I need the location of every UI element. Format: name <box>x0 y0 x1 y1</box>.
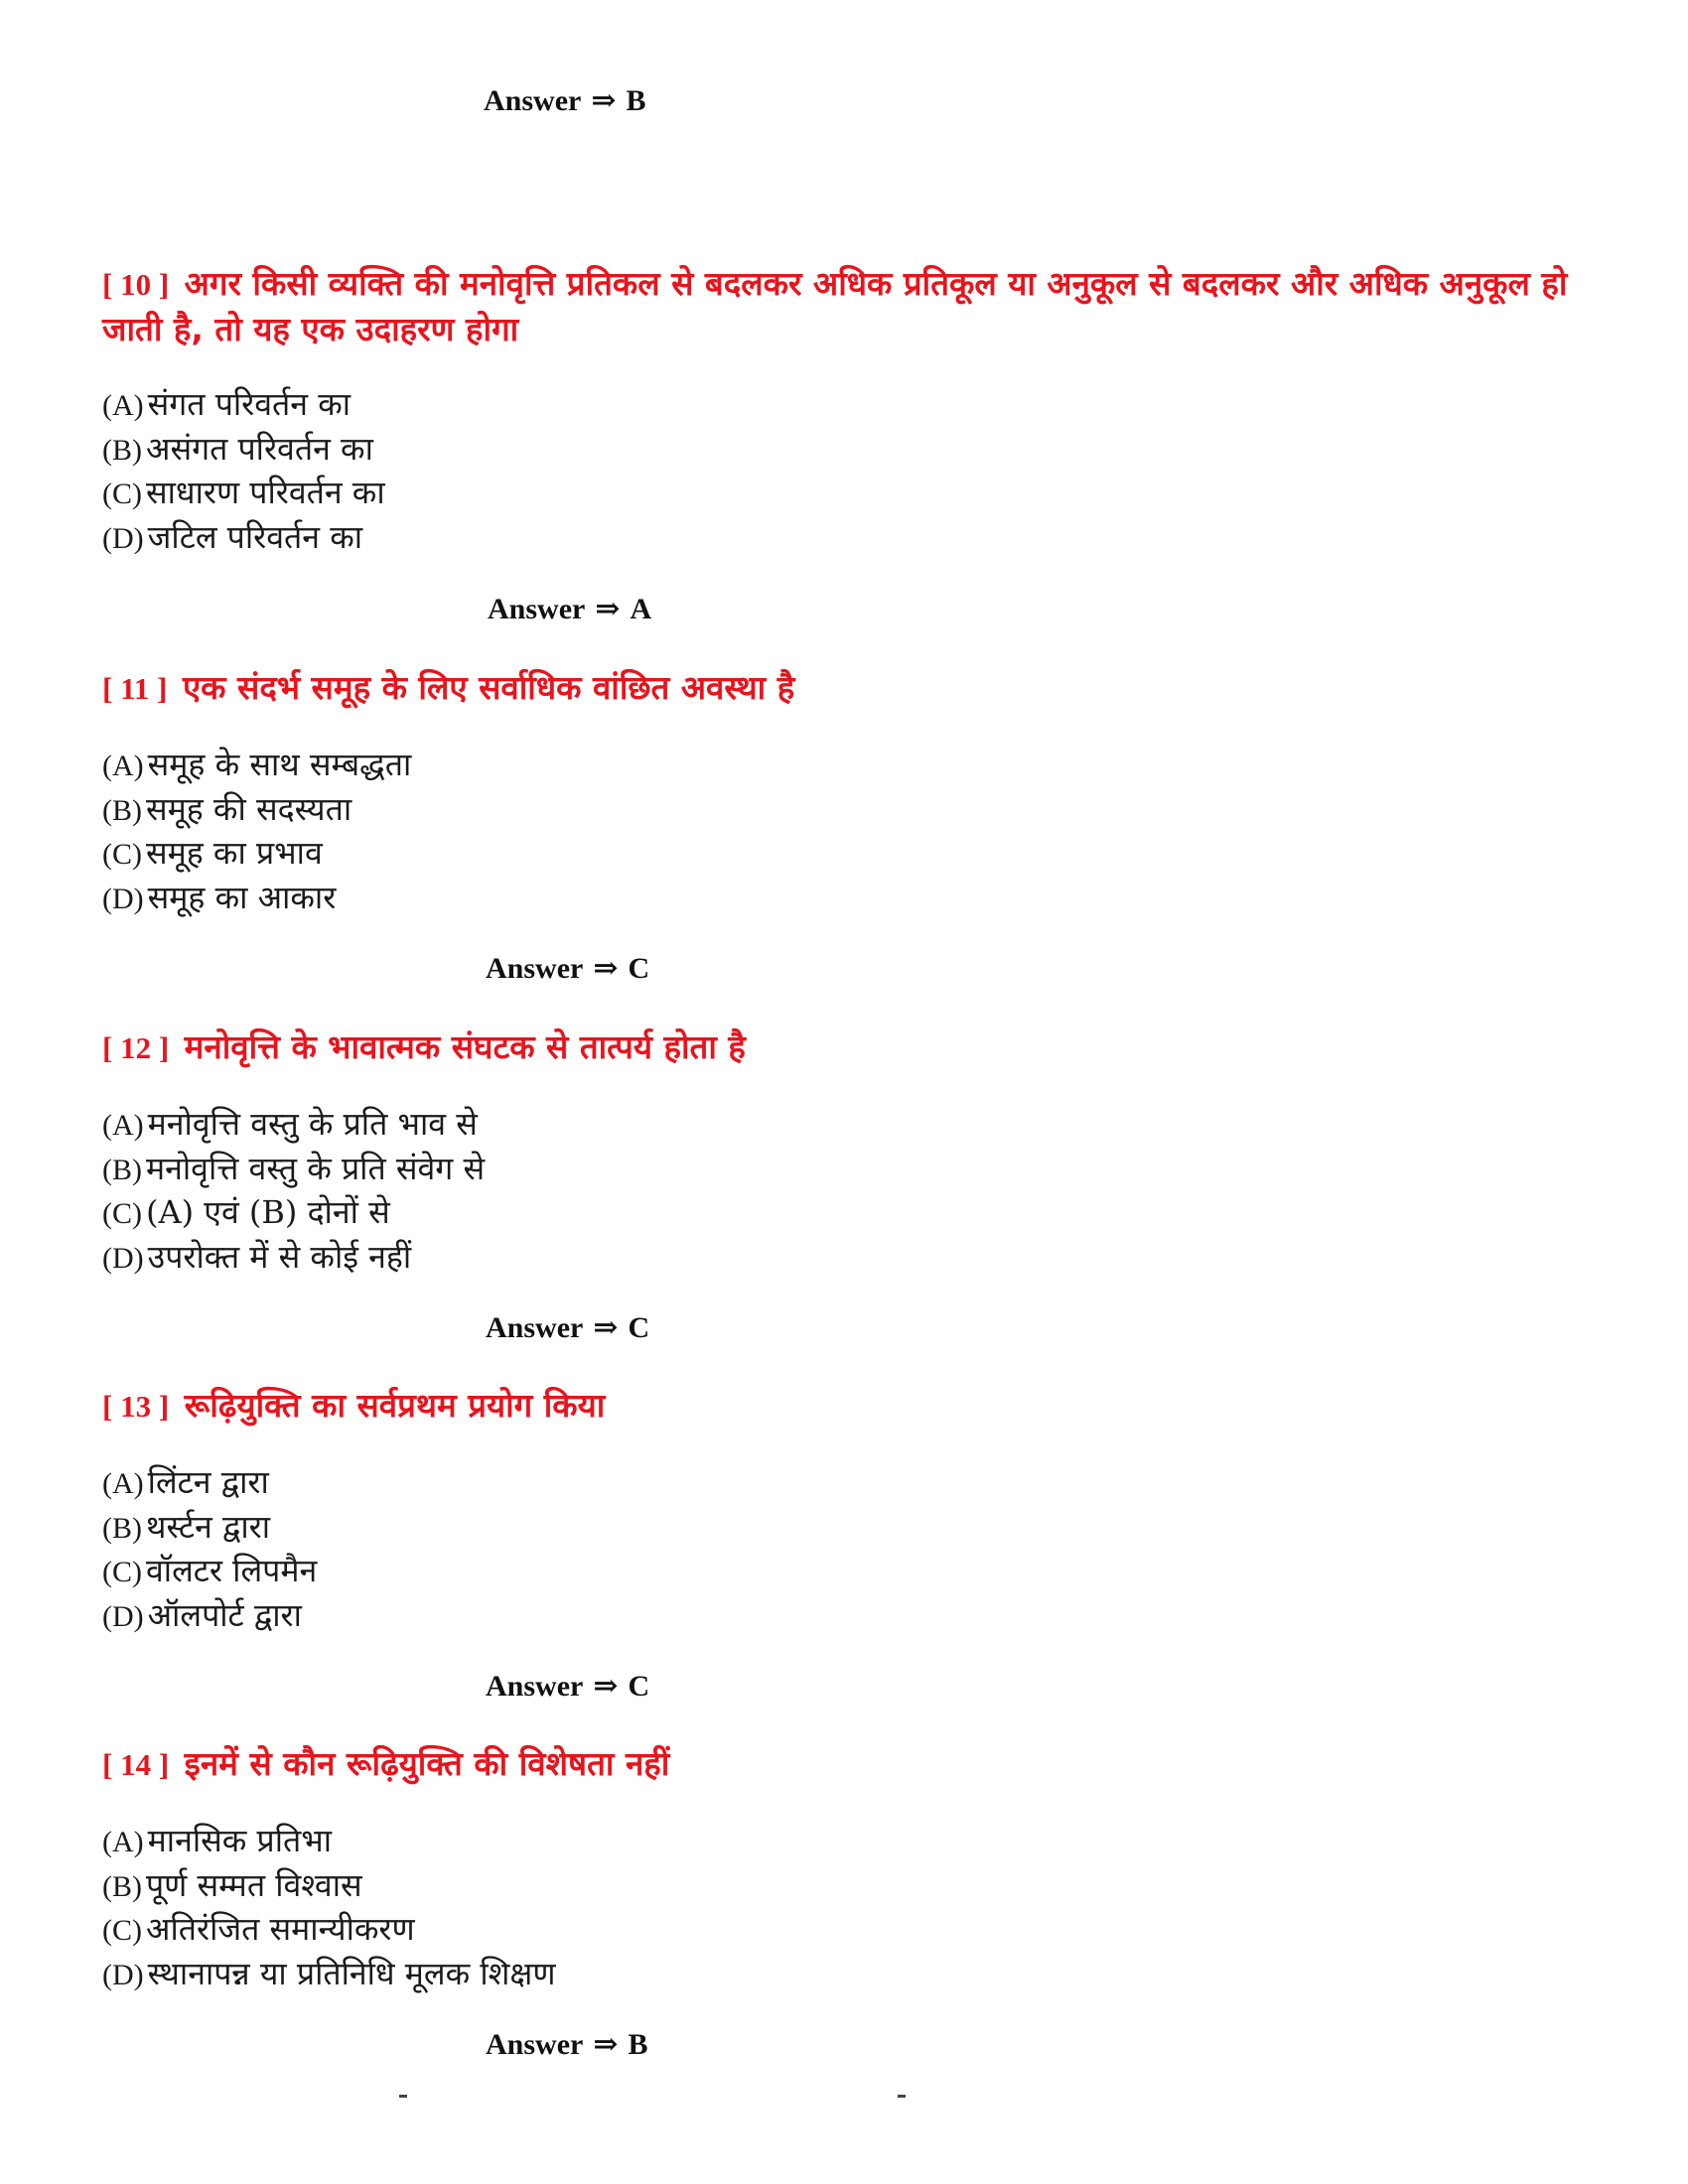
option-text: स्थानापन्न या प्रतिनिधि मूलक शिक्षण <box>147 1954 556 1992</box>
page-cut-mark-right <box>898 2095 906 2098</box>
option-text: संगत परिवर्तन का <box>147 385 352 423</box>
option-text: लिंटन द्वारा <box>147 1463 269 1501</box>
question-text: मनोवृत्ति के भावात्मक संघटक से तात्पर्य होता है <box>184 1027 746 1066</box>
option-text: अतिरंजित समान्यीकरण <box>146 1910 415 1948</box>
answer-label: Answer <box>484 84 582 117</box>
options-q13 <box>102 1461 1492 1638</box>
option-text: साधारण परिवर्तन का <box>146 474 385 511</box>
answer-line-q13 <box>486 1669 649 1704</box>
option-d <box>102 877 1492 921</box>
option-letter: (C) <box>102 1556 142 1588</box>
option-letter: (C) <box>102 1914 142 1947</box>
option-letter: (D) <box>102 882 144 915</box>
option-c <box>102 1908 1492 1953</box>
answer-value: C <box>628 1311 650 1344</box>
option-letter: (C) <box>102 838 142 871</box>
option-c <box>102 472 1492 516</box>
option-d <box>102 516 1492 561</box>
answer-value: B <box>628 2028 648 2061</box>
answer-line-q12 <box>486 1310 649 1345</box>
answer-value: C <box>628 1670 650 1703</box>
page-cut-mark-left <box>399 2095 407 2098</box>
options-q12 <box>102 1103 1492 1280</box>
answer-label: Answer <box>486 2028 584 2061</box>
answer-line-q10 <box>488 592 651 626</box>
option-c <box>102 1191 1492 1236</box>
option-letter: (B) <box>102 433 142 467</box>
option-text: असंगत परिवर्तन का <box>146 429 373 468</box>
option-letter: (C) <box>102 1197 142 1230</box>
option-a <box>102 1103 1492 1148</box>
option-b <box>102 428 1492 473</box>
option-letter: (B) <box>102 1869 142 1903</box>
question-number: [ 14 ] <box>102 1747 170 1782</box>
answer-arrow: ⇒ <box>593 952 619 985</box>
option-b <box>102 788 1492 833</box>
question-text: अगर किसी व्यक्ति की मनोवृत्ति प्रतिकल से बदलकर अधिक प्रतिकूल या अनुकूल से बदलकर और अधिक अनुकूल हो जाती है, तो यह एक उदाहरण होगा <box>102 264 1568 348</box>
answer-arrow: ⇒ <box>595 593 621 625</box>
option-b <box>102 1148 1492 1192</box>
option-letter: (C) <box>102 478 142 510</box>
option-text: ऑलपोर्ट द्वारा <box>147 1595 302 1634</box>
answer-label: Answer <box>486 952 584 985</box>
option-letter: (D) <box>102 521 144 555</box>
option-letter: (A) <box>102 1109 144 1142</box>
option-letter: (A) <box>102 1467 144 1500</box>
answer-value: C <box>628 952 650 985</box>
answer-arrow: ⇒ <box>593 2028 619 2061</box>
option-letter: (D) <box>102 1241 144 1275</box>
answer-label: Answer <box>488 593 586 625</box>
question-text: एक संदर्भ समूह के लिए सर्वाधिक वांछित अवस्था है <box>182 668 795 707</box>
option-c <box>102 832 1492 877</box>
answer-line-q11 <box>486 951 649 986</box>
option-d <box>102 1953 1492 1997</box>
option-d <box>102 1236 1492 1281</box>
option-a <box>102 383 1492 428</box>
answer-arrow: ⇒ <box>593 1670 619 1703</box>
question-number: [ 12 ] <box>102 1030 170 1065</box>
option-a <box>102 1461 1492 1506</box>
option-text: उपरोक्त में से कोई नहीं <box>147 1237 412 1276</box>
answer-arrow: ⇒ <box>591 84 617 117</box>
option-letter: (A) <box>102 1826 144 1858</box>
answer-label: Answer <box>486 1670 584 1703</box>
question-number: [ 11 ] <box>102 671 168 706</box>
option-b <box>102 1864 1492 1909</box>
option-text: समूह के साथ सम्बद्धता <box>147 746 412 783</box>
answer-arrow: ⇒ <box>593 1311 619 1344</box>
option-letter: (A) <box>102 389 144 422</box>
answer-value: B <box>626 84 646 117</box>
question-12 <box>102 1024 1592 1070</box>
option-text: मनोवृत्ति वस्तु के प्रति संवेग से <box>146 1149 486 1187</box>
options-q14 <box>102 1820 1492 1996</box>
option-text: थर्स्टन द्वारा <box>146 1507 271 1546</box>
question-10 <box>102 261 1592 351</box>
option-text: समूह की सदस्यता <box>146 789 352 828</box>
question-number: [ 10 ] <box>102 267 170 302</box>
question-text: इनमें से कौन रूढ़ियुक्ति की विशेषता नहीं <box>184 1744 670 1783</box>
option-letter: (B) <box>102 1511 142 1545</box>
answer-line-q9 <box>484 83 645 118</box>
options-q10 <box>102 383 1492 560</box>
option-text: वॉलटर लिपमैन <box>146 1552 318 1589</box>
options-q11 <box>102 744 1492 920</box>
option-a <box>102 744 1492 788</box>
option-letter: (B) <box>102 793 142 827</box>
option-text: समूह का प्रभाव <box>146 834 323 872</box>
answer-value: A <box>630 593 652 625</box>
question-13 <box>102 1383 1592 1429</box>
answer-label: Answer <box>486 1311 584 1344</box>
option-text: जटिल परिवर्तन का <box>147 517 363 556</box>
option-text: (A) एवं (B) दोनों से <box>146 1193 390 1231</box>
question-text: रूढ़ियुक्ति का सर्वप्रथम प्रयोग किया <box>184 1386 606 1425</box>
question-number: [ 13 ] <box>102 1389 170 1424</box>
option-letter: (B) <box>102 1153 142 1186</box>
option-letter: (A) <box>102 750 144 782</box>
option-text: समूह का आकार <box>147 878 337 916</box>
option-text: पूर्ण सम्मत विश्वास <box>146 1865 362 1904</box>
option-b <box>102 1506 1492 1551</box>
option-text: मनोवृत्ति वस्तु के प्रति भाव से <box>147 1105 478 1143</box>
option-c <box>102 1550 1492 1594</box>
option-d <box>102 1594 1492 1639</box>
option-letter: (D) <box>102 1599 144 1633</box>
option-a <box>102 1820 1492 1864</box>
option-text: मानसिक प्रतिभा <box>147 1822 333 1859</box>
answer-line-q14 <box>486 2027 647 2062</box>
option-letter: (D) <box>102 1958 144 1991</box>
question-11 <box>102 665 1592 711</box>
question-14 <box>102 1741 1592 1787</box>
